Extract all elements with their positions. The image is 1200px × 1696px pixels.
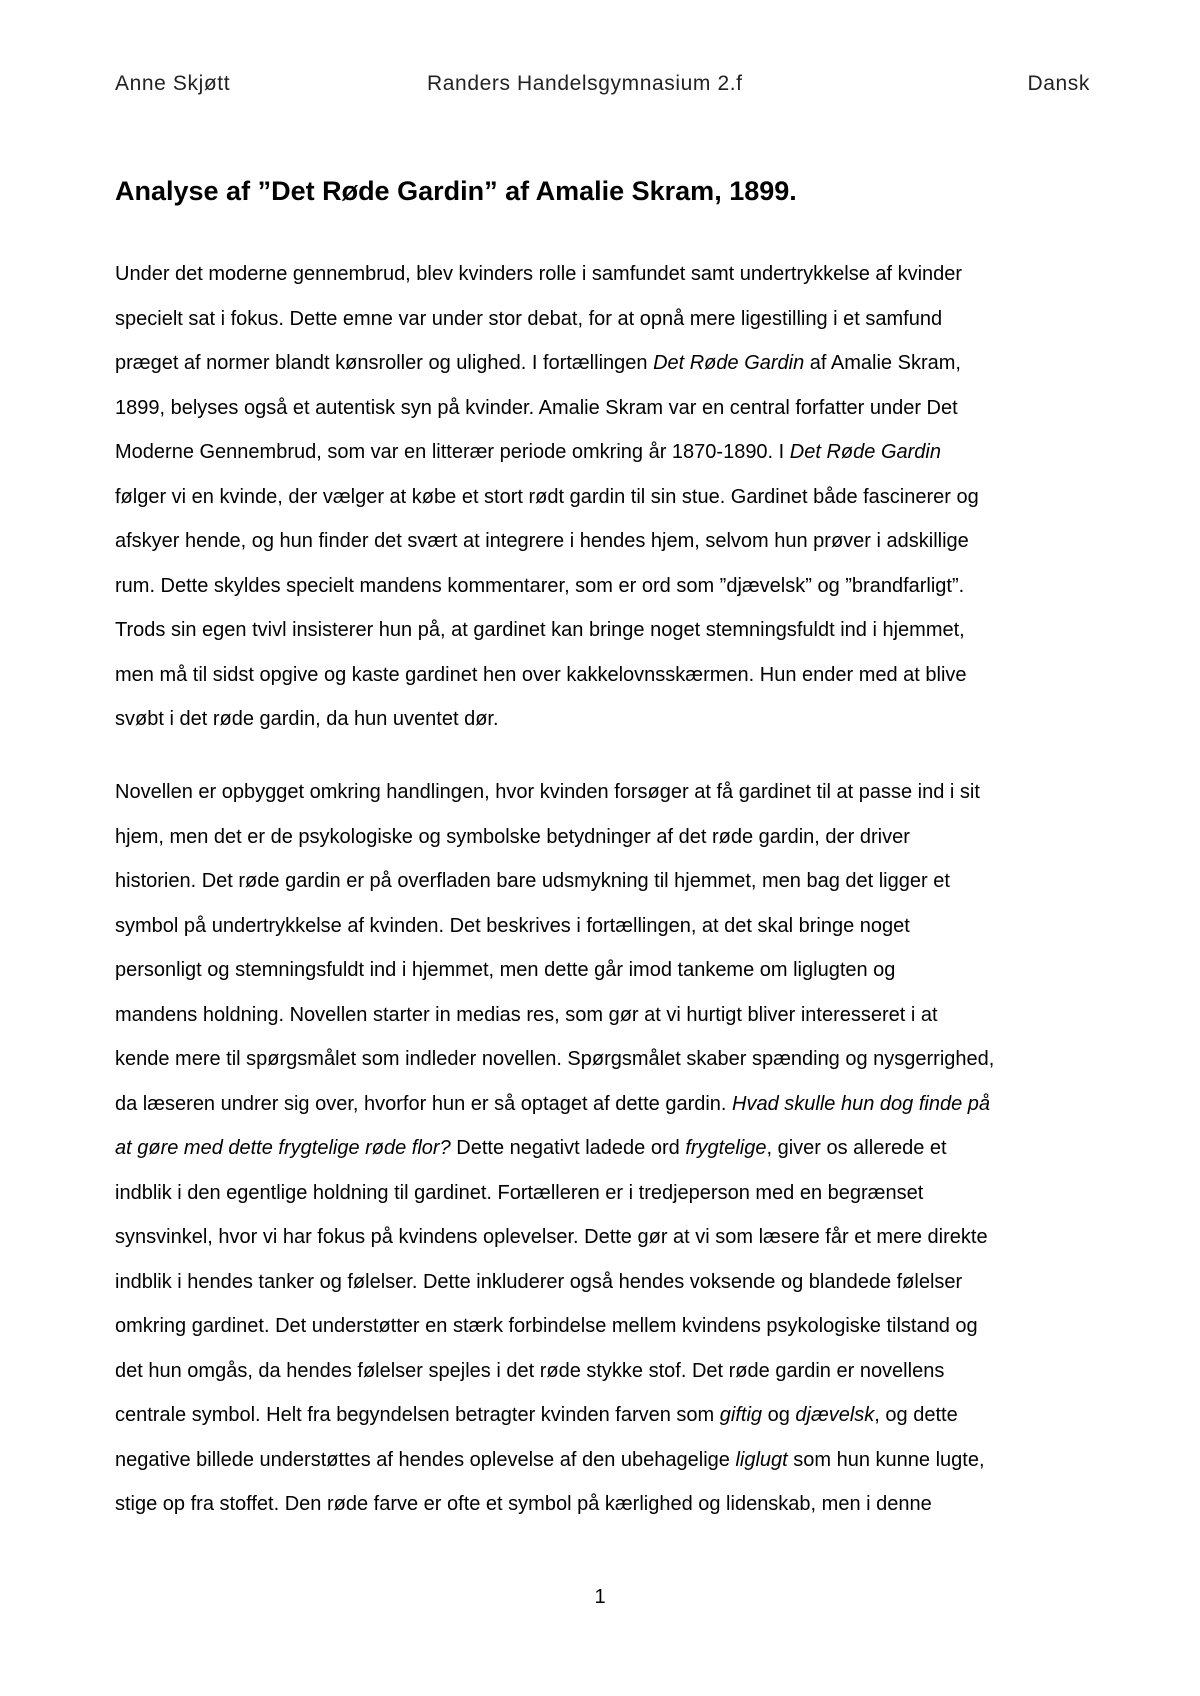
text-line (115, 1260, 1095, 1305)
text-run: 1899, belyses også et autentisk syn på kvinder. Amalie Skram var en central forfatter under Det (115, 396, 958, 419)
text-line (115, 386, 1095, 431)
text-run: Moderne Gennembrud, som var en litterær periode omkring år 1870-1890. I (115, 441, 790, 463)
text-run: præget af normer blandt kønsroller og ulighed. I fortællingen (115, 352, 654, 374)
text-line (115, 564, 1095, 609)
italic-text-run: Det Røde Gardin (789, 441, 941, 463)
page-header (115, 72, 1090, 100)
text-line (115, 297, 1095, 342)
text-run: indblik i den egentlige holdning til gardinet. Fortælleren er i tredjeperson med en begrænset (115, 1181, 924, 1204)
text-run: af Amalie Skram, (804, 352, 961, 374)
text-run: negative billede understøttes af hendes oplevelse af den ubehagelige (115, 1448, 736, 1471)
text-run: følger vi en kvinde, der vælger at købe et stort rødt gardin til sin stue. Gardinet både fascinerer og (115, 485, 979, 508)
text-run: , og dette (874, 1404, 958, 1426)
header-author: Anne Skjøtt (115, 72, 231, 95)
text-line (115, 1438, 1095, 1483)
text-run: da læseren undrer sig over, hvorfor hun er så optaget af dette gardin. (115, 1092, 733, 1115)
italic-text-run: Hvad skulle hun dog finde på (732, 1092, 991, 1115)
text-run: svøbt i det røde gardin, da hun uventet dør. (115, 708, 499, 730)
text-line (115, 1171, 1095, 1216)
header-subject: Dansk (1027, 72, 1090, 95)
text-line (115, 815, 1095, 860)
text-line (115, 1482, 1095, 1527)
text-run: symbol på undertrykkelse af kvinden. Det beskrives i fortællingen, at det skal bringe noget (115, 914, 910, 937)
page-number: 1 (594, 1586, 606, 1608)
text-line (115, 1393, 1095, 1438)
text-run: indblik i hendes tanker og følelser. Dette inkluderer også hendes voksende og blandede følelser (115, 1270, 963, 1293)
text-run: Dette negativt ladede ord (450, 1137, 686, 1159)
italic-text-run: giftig (719, 1404, 763, 1426)
text-line (115, 904, 1095, 949)
text-line (115, 697, 1095, 742)
text-run: personligt og stemningsfuldt ind i hjemmet, men dette går imod tankeme om liglugten og (115, 959, 896, 981)
text-line (115, 859, 1095, 904)
header-school: Randers Handelsgymnasium 2.f (427, 72, 743, 95)
text-line (115, 1215, 1095, 1260)
italic-text-run: frygtelige (685, 1137, 767, 1159)
text-run: Under det moderne gennembrud, blev kvinders rolle i samfundet samt undertrykkelse af kvinder (115, 263, 963, 285)
text-run: rum. Dette skyldes specielt mandens kommentarer, som er ord som ”djævelsk” og ”brandfarligt”. (115, 574, 965, 597)
text-run: centrale symbol. Helt fra begyndelsen betragter kvinden farven som (115, 1404, 720, 1426)
text-line (115, 1304, 1095, 1349)
text-line (115, 653, 1095, 698)
italic-text-run: liglugt (735, 1448, 788, 1471)
text-run: stige op fra stoffet. Den røde farve er ofte et symbol på kærlighed og lidenskab, men i denne (115, 1493, 932, 1515)
text-run: Novellen er opbygget omkring handlingen, hvor kvinden forsøger at få gardinet til at passe ind i sit (115, 781, 980, 803)
text-line (115, 475, 1095, 520)
text-run: historien. Det røde gardin er på overfladen bare udsmykning til hjemmet, men bag det ligger et (115, 870, 950, 892)
body-paragraph-1 (115, 252, 1095, 742)
text-line (115, 1349, 1095, 1394)
paragraph-text (115, 770, 1095, 1527)
text-line (115, 1037, 1095, 1082)
text-run: hjem, men det er de psykologiske og symbolske betydninger af det røde gardin, der driver (115, 825, 910, 848)
text-line (115, 948, 1095, 993)
text-run: men må til sidst opgive og kaste gardinet hen over kakkelovnsskærmen. Hun ender med at blive (115, 663, 967, 686)
text-run: specielt sat i fokus. Dette emne var under stor debat, for at opnå mere ligestilling i et samfund (115, 307, 943, 330)
document-title: Analyse af ”Det Røde Gardin” af Amalie Skram, 1899. (115, 176, 797, 206)
text-run: , giver os allerede et (766, 1137, 947, 1159)
text-line (115, 1126, 1095, 1171)
text-run: som hun kunne lugte, (787, 1448, 985, 1471)
italic-text-run: Det Røde Gardin (653, 352, 805, 374)
text-run: omkring gardinet. Det understøtter en stærk forbindelse mellem kvindens psykologiske tilstand og (115, 1315, 978, 1337)
text-line (115, 341, 1095, 386)
italic-text-run: at gøre med dette frygtelige røde flor? (115, 1137, 451, 1159)
text-run: synsvinkel, hvor vi har fokus på kvindens oplevelser. Dette gør at vi som læsere får et mere direkte (115, 1226, 988, 1248)
text-line (115, 430, 1095, 475)
text-run: og (762, 1404, 796, 1426)
text-line (115, 252, 1095, 297)
text-line (115, 770, 1095, 815)
body-paragraph-2 (115, 770, 1095, 1527)
text-run: Trods sin egen tvivl insisterer hun på, at gardinet kan bringe noget stemningsfuldt ind i hjemmet, (115, 619, 965, 641)
text-run: afskyer hende, og hun finder det svært at integrere i hendes hjem, selvom hun prøver i adskillige (115, 530, 969, 552)
text-line (115, 519, 1095, 564)
text-line (115, 993, 1095, 1038)
paragraph-text (115, 252, 1095, 742)
text-run: kende mere til spørgsmålet som indleder novellen. Spørgsmålet skaber spænding og nysgerrighed, (115, 1048, 995, 1070)
text-line (115, 608, 1095, 653)
text-run: det hun omgås, da hendes følelser spejles i det røde stykke stof. Det røde gardin er novellens (115, 1359, 945, 1382)
italic-text-run: djævelsk (795, 1404, 875, 1426)
text-line (115, 1082, 1095, 1127)
text-run: mandens holdning. Novellen starter in medias res, som gør at vi hurtigt bliver interesseret i at (115, 1003, 938, 1026)
